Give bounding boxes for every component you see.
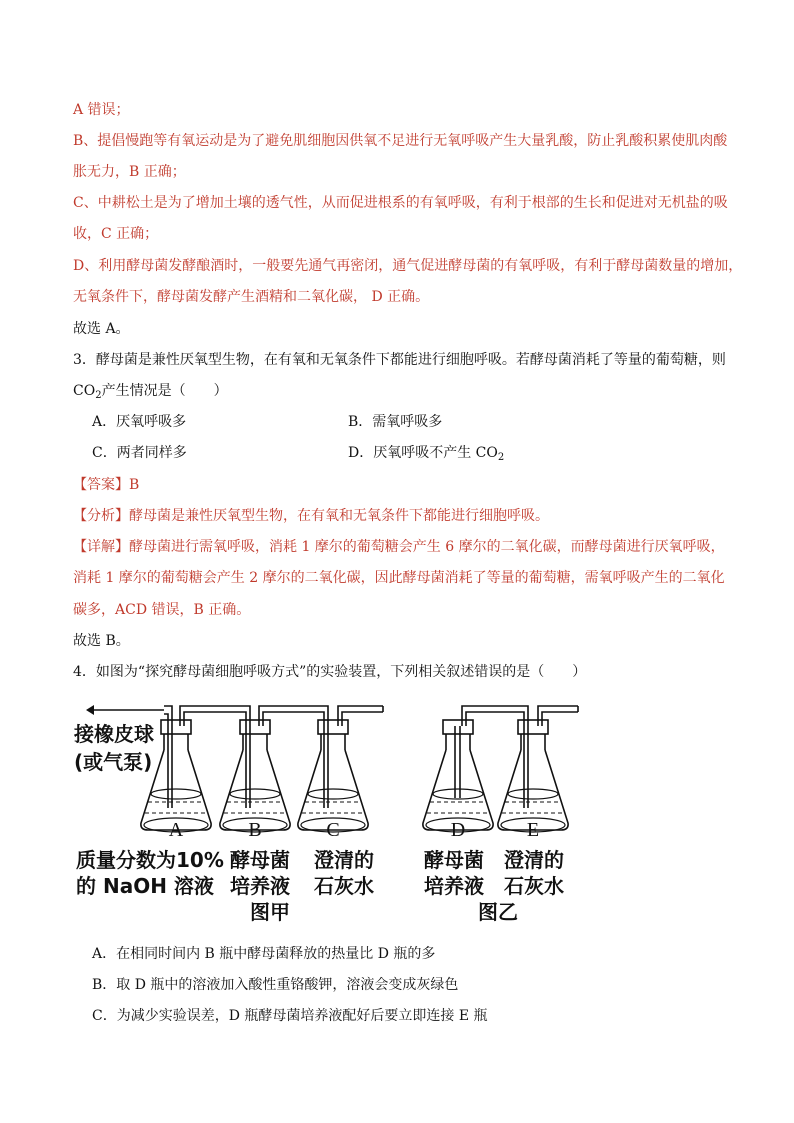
explanation-line: D、利用酵母菌发酵酿酒时，一般要先通气再密闭，通气促进酵母菌的有氧呼吸，有利于酵母菌数量的增加， (73, 258, 743, 274)
conclusion-line: 故选 B。 (73, 633, 130, 649)
label-b-line2: 培养液 (230, 874, 290, 898)
q4-option-c[interactable]: C．为减少实验误差，D 瓶酵母菌培养液配好后要立即连接 E 瓶 (92, 1008, 488, 1024)
co2-subscript: 2 (95, 390, 102, 401)
explanation-line: B、提倡慢跑等有氧运动是为了避免肌细胞因供氧不足进行无氧呼吸产生大量乳酸，防止乳酸积累使肌肉酸 (73, 133, 728, 149)
q3-option-b[interactable]: B．需氧呼吸多 (348, 414, 443, 430)
question-3-stem-cont (73, 381, 228, 406)
pump-label-1: 接橡皮球 (74, 722, 154, 746)
figure-1-caption: 图甲 (250, 900, 290, 924)
detail-line: 碳多，ACD 错误，B 正确。 (73, 602, 251, 618)
flask-c-letter: C (326, 819, 340, 841)
label-b-line1: 酵母菌 (230, 848, 290, 872)
co2-text: CO (73, 383, 96, 399)
conclusion-line: 故选 A。 (73, 321, 130, 337)
flask-b-letter: B (248, 819, 262, 841)
detail-line: 【详解】酵母菌进行需氧呼吸，消耗 1 摩尔的葡萄糖会产生 6 摩尔的二氧化碳，而酵母菌进行厌氧呼吸， (73, 539, 725, 555)
q4-option-a[interactable]: A．在相同时间内 B 瓶中酵母菌释放的热量比 D 瓶的多 (92, 946, 436, 962)
label-c-line2: 石灰水 (314, 874, 374, 898)
answer-line: 【答案】B (73, 477, 140, 493)
label-a-line2: 的 NaOH 溶液 (76, 874, 214, 898)
q4-option-b[interactable]: B．取 D 瓶中的溶液加入酸性重铬酸钾，溶液会变成灰绿色 (92, 977, 459, 993)
q3-option-d-subscript: 2 (497, 452, 505, 463)
experiment-apparatus-diagram (70, 698, 600, 928)
explanation-line: 收，C 正确； (73, 226, 159, 242)
q3-option-d[interactable] (348, 443, 504, 468)
explanation-line: C、中耕松土是为了增加土壤的透气性，从而促进根系的有氧呼吸，有利于根部的生长和促进对无机盐的吸 (73, 195, 728, 211)
explanation-line: 无氧条件下，酵母菌发酵产生酒精和二氧化碳， D 正确。 (73, 289, 430, 305)
figure-2-caption: 图乙 (478, 900, 518, 924)
label-d-line2: 培养液 (424, 874, 484, 898)
question-3-stem: 3．酵母菌是兼性厌氧型生物，在有氧和无氧条件下都能进行细胞呼吸。若酵母菌消耗了等量的葡萄糖，则 (73, 352, 726, 368)
label-d-line1: 酵母菌 (424, 848, 484, 872)
q3-option-c[interactable]: C．两者同样多 (92, 445, 187, 461)
explanation-line: 胀无力，B 正确； (73, 164, 186, 180)
label-e-line2: 石灰水 (504, 874, 564, 898)
pump-label-2: (或气泵) (74, 750, 153, 774)
question-4-stem: 4．如图为“探究酵母菌细胞呼吸方式”的实验装置，下列相关叙述错误的是（ ） (73, 664, 587, 680)
q3-option-d-text: D．厌氧呼吸不产生 CO (348, 445, 498, 461)
flask-d-letter: D (450, 819, 466, 841)
label-c-line1: 澄清的 (314, 848, 374, 872)
analysis-line: 【分析】酵母菌是兼性厌氧型生物，在有氧和无氧条件下都能进行细胞呼吸。 (73, 508, 549, 524)
explanation-line: A 错误； (73, 102, 130, 118)
flask-a-letter: A (168, 819, 184, 841)
stem-rest: 产生情况是（ ） (101, 383, 228, 399)
flask-e-letter: E (526, 819, 540, 841)
detail-line: 消耗 1 摩尔的葡萄糖会产生 2 摩尔的二氧化碳，因此酵母菌消耗了等量的葡萄糖，需氧呼吸产生的二氧化 (73, 570, 725, 586)
q3-option-a[interactable]: A．厌氧呼吸多 (92, 414, 187, 430)
label-a-line1: 质量分数为10% (76, 848, 224, 872)
label-e-line1: 澄清的 (504, 848, 564, 872)
